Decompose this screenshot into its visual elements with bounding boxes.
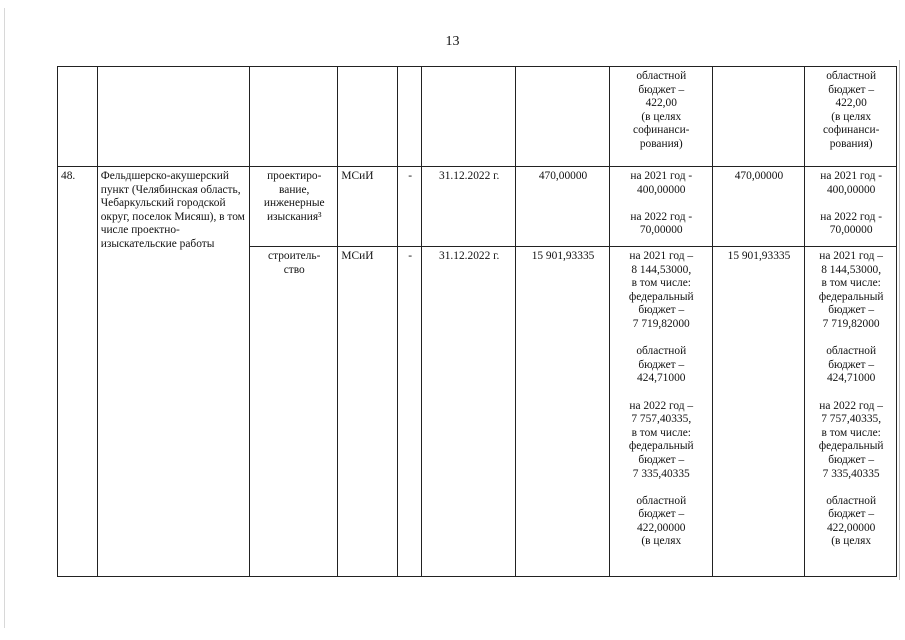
cell-deadline: 31.12.2022 г. xyxy=(422,167,516,247)
scan-edge-right xyxy=(899,60,900,580)
cell-limit-financing: на 2021 год - 400,00000 на 2022 год - 70,00000 xyxy=(805,167,897,247)
cell-limit-financing: областной бюджет – 422,00 (в целях софинанси- рования) xyxy=(805,67,897,167)
table-row-continuation xyxy=(58,67,897,167)
cell-executor: МСиИ xyxy=(338,167,398,247)
page-number: 13 xyxy=(445,34,460,49)
cell-financing: на 2021 год - 400,00000 на 2022 год - 70,00000 xyxy=(609,167,712,247)
cell-dash: - xyxy=(398,167,422,247)
objects-table xyxy=(57,66,897,577)
cell-financing: на 2021 год – 8 144,53000, в том числе: федеральный бюджет – 7 719,82000 областной бюджет – 424,71000 на 2022 год – 7 757,40335, в том числе: федеральный бюджет – 7 335,40335 областной бюджет – 422,00000 (в целях xyxy=(609,247,712,577)
cell-stage: проектиро- вание, инженерные изыскания³ xyxy=(250,167,338,247)
cell-dash: - xyxy=(398,247,422,577)
cell-cost xyxy=(516,67,610,167)
cell-stage: строитель- ство xyxy=(250,247,338,577)
cell-object-name xyxy=(97,67,249,167)
table-row-48-design xyxy=(58,167,897,247)
cell-executor: МСиИ xyxy=(338,247,398,577)
cell-cost: 470,00000 xyxy=(516,167,610,247)
cell-deadline: 31.12.2022 г. xyxy=(422,247,516,577)
scan-edge-left xyxy=(4,8,5,628)
cell-executor xyxy=(338,67,398,167)
cell-object-name: Фельдшерско-акушерский пункт (Челябинская область, Чебаркульский городской округ, поселок Мисяш), в том числе проектно-изыскательские работы xyxy=(97,167,249,577)
cell-financing: областной бюджет – 422,00 (в целях софинанси- рования) xyxy=(609,67,712,167)
cell-dash xyxy=(398,67,422,167)
cell-deadline xyxy=(422,67,516,167)
cell-limit: 15 901,93335 xyxy=(712,247,805,577)
cell-limit-financing: на 2021 год – 8 144,53000, в том числе: федеральный бюджет – 7 719,82000 областной бюджет – 424,71000 на 2022 год – 7 757,40335, в том числе: федеральный бюджет – 7 335,40335 областной бюджет – 422,00000 (в целях xyxy=(805,247,897,577)
cell-limit xyxy=(712,67,805,167)
cell-limit: 470,00000 xyxy=(712,167,805,247)
cell-stage xyxy=(250,67,338,167)
cell-number: 48. xyxy=(58,167,98,577)
cell-cost: 15 901,93335 xyxy=(516,247,610,577)
cell-number xyxy=(58,67,98,167)
